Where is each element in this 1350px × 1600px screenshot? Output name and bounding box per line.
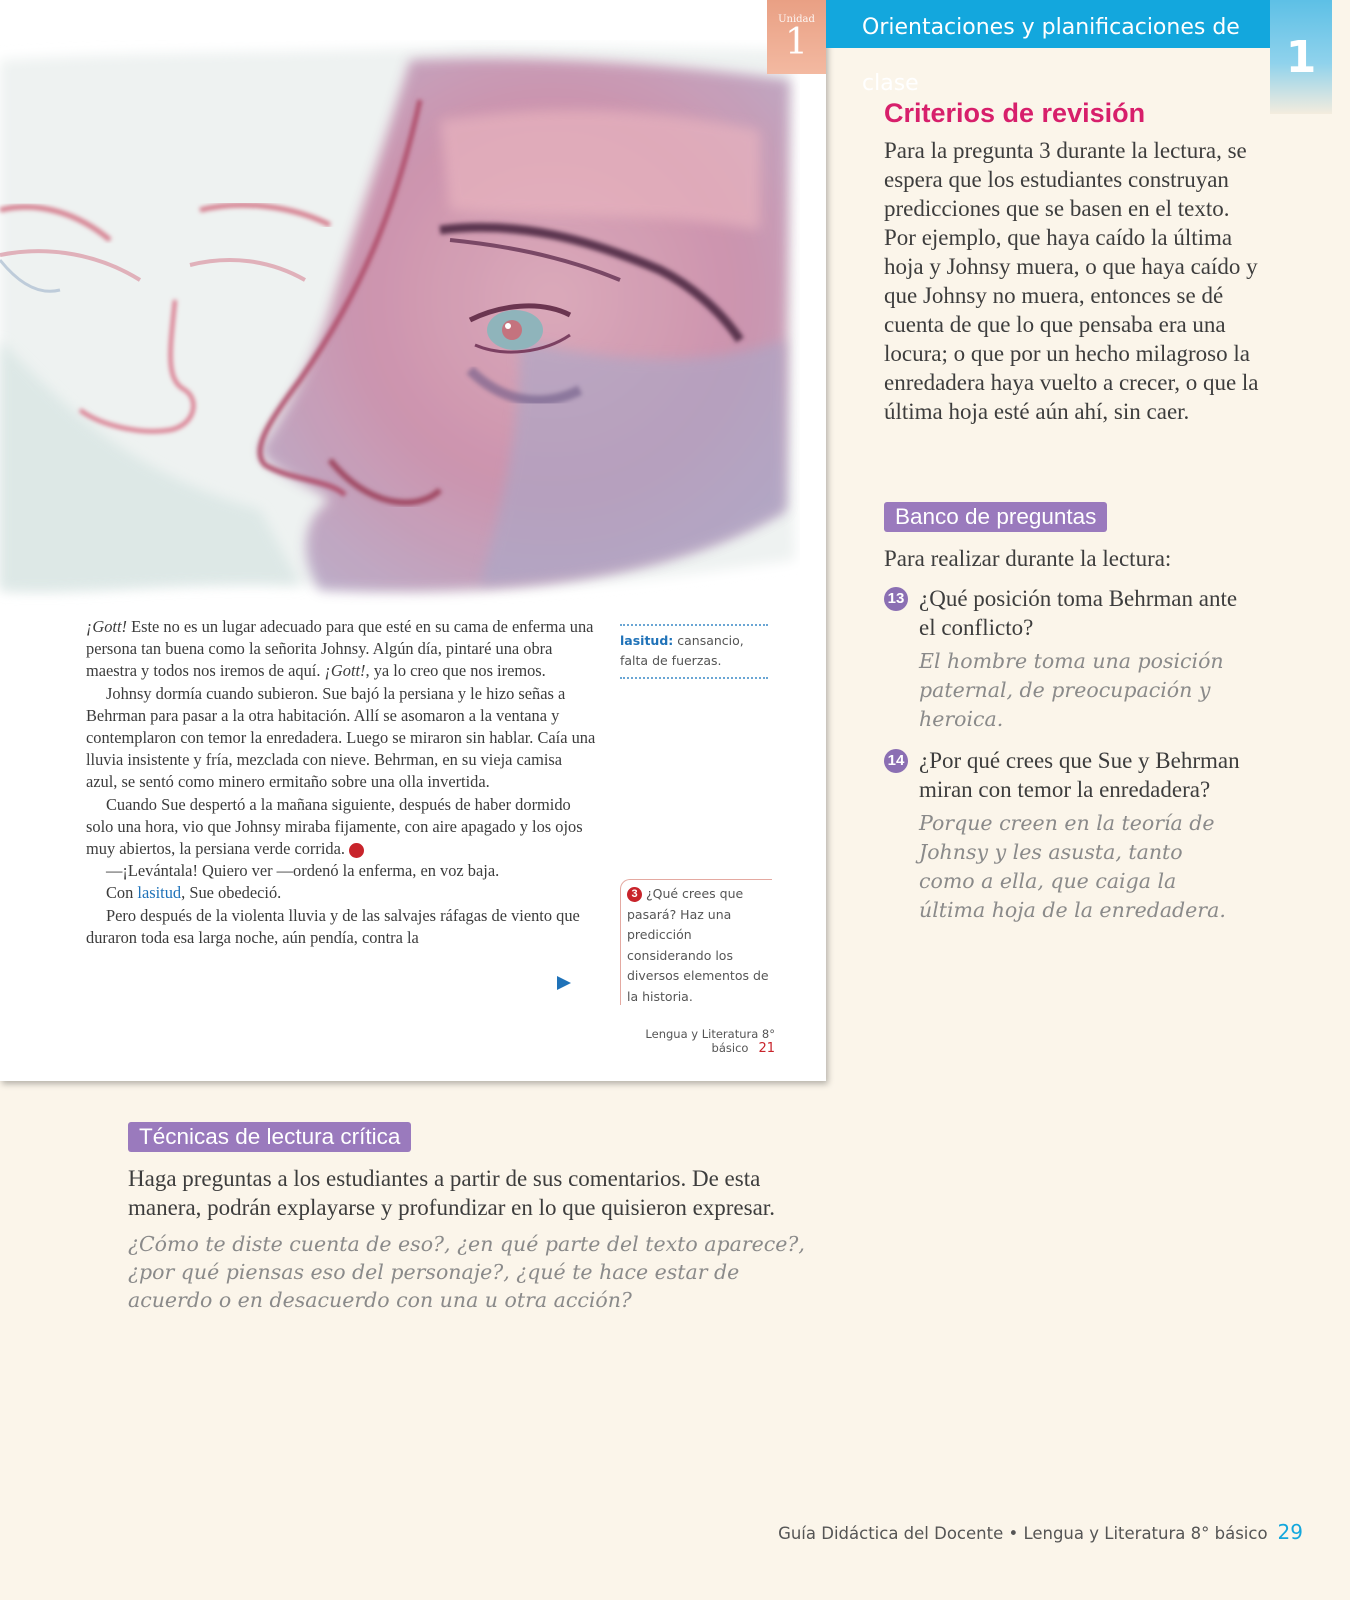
glossary-link-lasitud[interactable]: lasitud: [137, 883, 182, 903]
story-text: [86, 616, 596, 949]
guide-footer: [778, 1520, 1303, 1544]
question-text: ¿Por qué crees que Sue y Behrman miran con temor la enredadera?: [919, 748, 1240, 802]
story-text-segment: Este no es un lugar adecuado para que esté en su cama de enferma una persona tan buena como la señorita Johnsy. Algún día, pintaré una obra maestra y todos nos iremos de aquí.: [86, 617, 594, 681]
story-paragraph: [86, 882, 596, 904]
question-marker: 3: [627, 887, 642, 902]
margin-question-text: ¿Qué crees que pasará? Haz una predicción considerando los diversos elementos de la historia.: [627, 886, 769, 1004]
story-paragraph: —¡Levántala! Quiero ver —ordenó la enferma, en voz baja.: [106, 861, 500, 881]
page-number: 21: [758, 1041, 775, 1056]
unit-label: Unidad: [778, 14, 815, 25]
bank-question: [884, 746, 1244, 925]
student-page-footer: [600, 1027, 775, 1056]
criteria-title: Criterios de revisión: [884, 98, 1146, 128]
question-text: ¿Qué posición toma Behrman ante el conflicto?: [919, 586, 1238, 640]
unit-number: 1: [785, 22, 808, 63]
question-bank-intro: Para realizar durante la lectura:: [884, 546, 1172, 571]
question-number-badge: 14: [884, 749, 908, 773]
question-answer: El hombre toma una posición paternal, de preocupación y heroica.: [919, 649, 1224, 731]
techniques-title: Técnicas de lectura crítica: [128, 1122, 411, 1152]
margin-question-box: [620, 879, 772, 1005]
guide-header-bar: [826, 0, 1270, 96]
watercolor-face-illustration: [0, 40, 800, 610]
question-bank-title: Banco de preguntas: [884, 502, 1107, 532]
story-text-segment: , Sue obedeció.: [181, 883, 282, 903]
glossary-box: [620, 624, 768, 679]
exclamation: ¡Gott!: [86, 617, 127, 636]
story-paragraph: [86, 616, 596, 683]
story-text-segment: , ya lo creo que nos iremos.: [365, 661, 546, 681]
guide-unit-tab: 1: [1270, 0, 1332, 114]
unit-tab: [767, 0, 826, 74]
question-number-badge: 13: [884, 587, 908, 611]
continue-arrow-icon: [557, 976, 571, 990]
criteria-body: Para la pregunta 3 durante la lectura, se espera que los estudiantes construyan predicciones que se basen en el texto. Por ejemplo, que haya caído la última hoja y Johnsy muera, o que haya caído y que Johnsy no muera, entonces se dé cuenta de que lo que pensaba era una locura; o que por un hecho milagroso la enredadera haya vuelto a crecer, o que la última hoja esté aún ahí, sin caer.: [884, 138, 1259, 424]
exclamation: ¡Gott!: [324, 661, 366, 681]
question-marker[interactable]: 3: [349, 843, 364, 858]
techniques-examples: ¿Cómo te diste cuenta de eso?, ¿en qué parte del texto aparece?, ¿por qué piensas eso del personaje?, ¿qué te hace estar de acuerdo o en desacuerdo con una u otra acción?: [128, 1232, 805, 1312]
glossary-term: lasitud:: [620, 633, 674, 648]
book-title: Lengua y Literatura 8° básico: [645, 1027, 775, 1055]
bank-question: [884, 584, 1244, 734]
story-paragraph: [86, 794, 596, 861]
techniques-body: Haga preguntas a los estudiantes a partir de sus comentarios. De esta manera, podrán explayarse y profundizar en lo que quisieron expresar.: [128, 1166, 775, 1220]
guide-page-number: 29: [1277, 1520, 1303, 1544]
story-text-segment: Cuando Sue despertó a la mañana siguiente, después de haber dormido solo una hora, vio que Johnsy miraba fijamente, con aire apagado y los ojos muy abiertos, la persiana verde corrida.: [86, 794, 583, 859]
student-book-page: [0, 0, 826, 1081]
glossary-definition: cansancio, falta de fuerzas.: [620, 633, 744, 668]
story-paragraph: Pero después de la violenta lluvia y de las salvajes ráfagas de viento que duraron toda esa larga noche, aún pendía, contra la: [86, 905, 580, 947]
story-text-segment: Con: [106, 883, 138, 903]
guide-header-title: Orientaciones y planificaciones de clase: [862, 15, 1240, 96]
story-paragraph: Johnsy dormía cuando subieron. Sue bajó la persiana y le hizo señas a Behrman para pasar a la otra habitación. Allí se asomaron a la ventana y contemplaron con temor la enredadera. Luego se miraron sin hablar. Caía una lluvia insistente y fría, mezclada con nieve. Behrman, en su vieja camisa azul, se sentó como minero ermitaño sobre una olla invertida.: [86, 683, 596, 792]
guide-footer-text: Guía Didáctica del Docente • Lengua y Literatura 8° básico: [778, 1524, 1268, 1543]
question-answer: Porque creen en la teoría de Johnsy y les asusta, tanto como a ella, que caiga la última hoja de la enredadera.: [919, 811, 1226, 922]
